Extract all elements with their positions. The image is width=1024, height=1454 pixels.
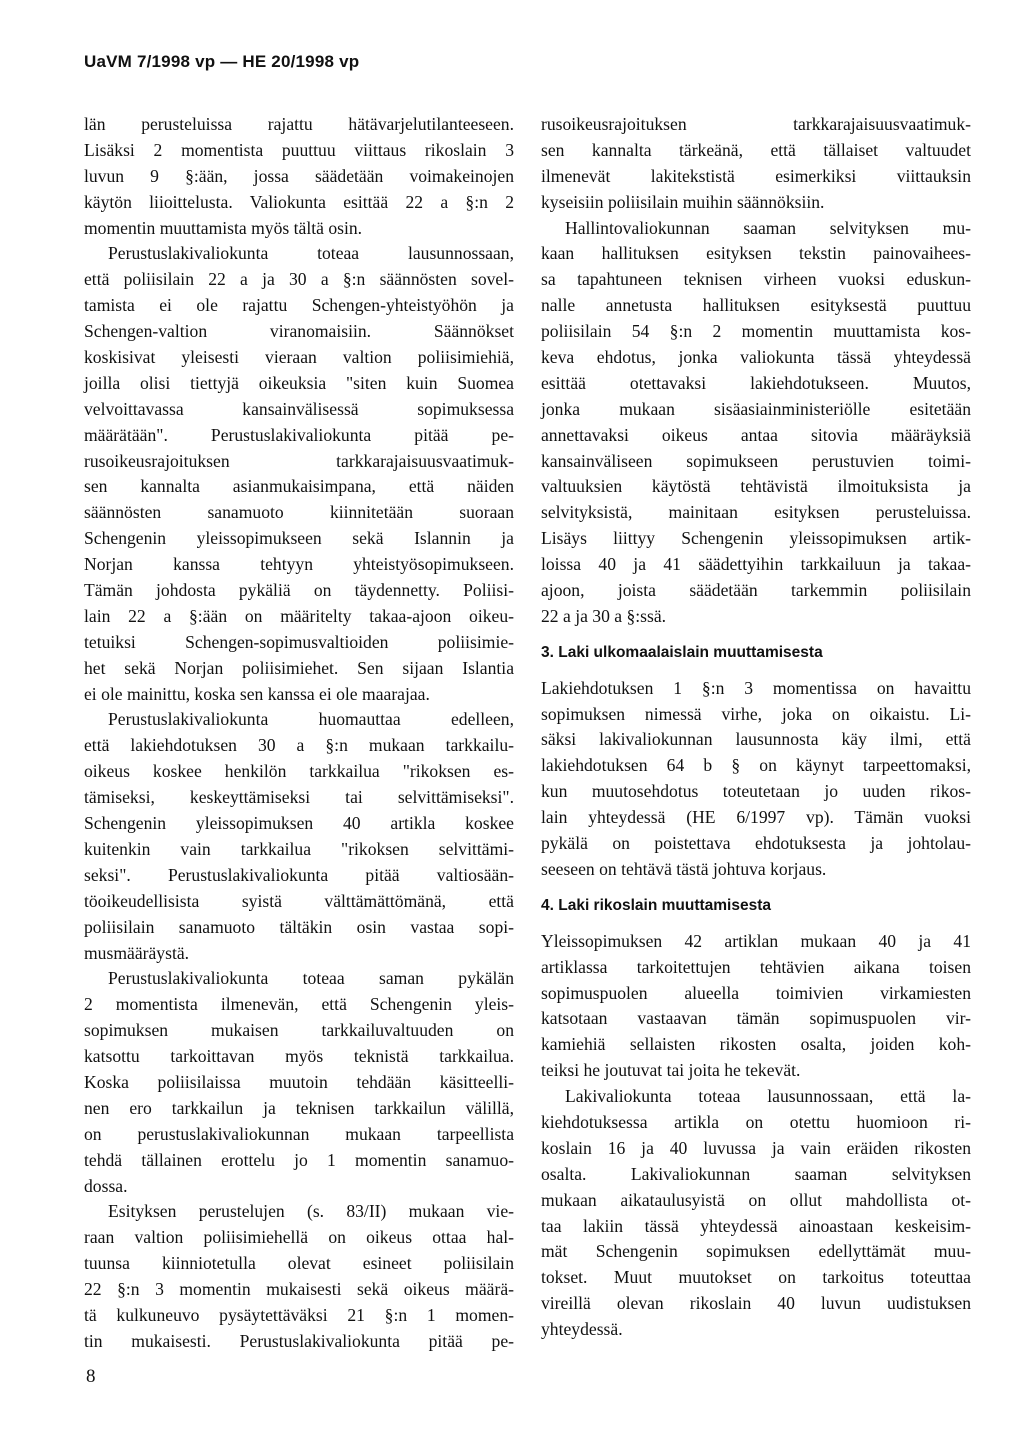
text-line: poliisilain sanamuoto tältäkin osin vastaa sopi- xyxy=(84,916,514,937)
text-line: käytön liioittelusta. Valiokunta esittää 22 a §:n 2 xyxy=(84,191,514,212)
text-line: Lisäys liittyy Schengenin yleissopimuksen artik- xyxy=(541,528,971,549)
text-line: luvun 9 §:ään, jossa säädetään voimakeinojen xyxy=(84,165,514,186)
text-line: poliisilain 54 §:n 2 momentin muuttamista kos- xyxy=(541,321,971,342)
text-line: yhteydessä. xyxy=(541,1319,623,1340)
text-line: Lakiehdotuksen 1 §:n 3 momentissa on havaittu xyxy=(541,677,971,698)
text-line: valtuuksien käytöstä tehtävistä ilmoituksista ja xyxy=(541,476,971,497)
text-line: mukaan aikataulusyistä on ollut mahdollista ot- xyxy=(541,1189,971,1210)
text-line: 22 a ja 30 a §:ssä. xyxy=(541,605,667,626)
text-line: nen ero tarkkailun ja teknisen tarkkailun välillä, xyxy=(84,1097,514,1118)
text-line: taa lakiin tässä yhteydessä ainoastaan keskeisim- xyxy=(541,1215,971,1236)
text-line: katsotaan vastaavan tämän sopimuspuolen vir- xyxy=(541,1008,971,1029)
text-line: sa tapahtuneen teknisen virheen vuoksi eduskun- xyxy=(541,269,971,290)
text-line: kansainväliseen sopimukseen perustuvien toimi- xyxy=(541,450,971,471)
text-line: Lisäksi 2 momentista puuttuu viittaus rikoslain 3 xyxy=(84,139,514,160)
text-line: tehdä tällainen erottelu jo 1 momentin sanamuo- xyxy=(84,1149,514,1170)
text-line: että lakiehdotuksen 30 a §:n mukaan tarkkailu- xyxy=(84,735,514,756)
text-line: sen kannalta tärkeänä, että tällaiset valtuudet xyxy=(541,139,971,160)
text-line: pykälä on poistettava ehdotuksesta ja johtolau- xyxy=(541,833,971,854)
text-line: loissa 40 ja 41 säädettyihin tarkkailuun ja takaa- xyxy=(541,554,971,575)
text-line: dossa. xyxy=(84,1175,128,1196)
text-line: mät Schengenin sopimuksen edellyttämät muu- xyxy=(541,1241,971,1262)
text-line: rusoikeusrajoituksen tarkkarajaisuusvaatimuk- xyxy=(541,114,971,134)
text-line: vireillä olevan rikoslain 40 luvun uudistuksen xyxy=(541,1293,971,1314)
text-line: tämiseksi, keskeyttämiseksi tai selvittämiseksi". xyxy=(84,787,514,808)
text-line: keva ehdotus, jonka valiokunta tässä yhteydessä xyxy=(541,347,971,368)
text-line: raan valtion poliisimiehellä on oikeus ottaa hal- xyxy=(84,1227,514,1248)
text-line: Esityksen perustelujen (s. 83/II) mukaan vie- xyxy=(108,1201,514,1222)
left-column xyxy=(84,112,514,1355)
text-line: lain yhteydessä (HE 6/1997 vp). Tämän vuoksi xyxy=(541,807,971,828)
text-line: 22 §:n 3 momentin mukaisesti sekä oikeus määrä- xyxy=(84,1279,514,1300)
text-line: rusoikeusrajoituksen tarkkarajaisuusvaatimuk- xyxy=(84,450,514,471)
text-line: tamista ei ole rajattu Schengen-yhteistyöhön ja xyxy=(84,295,514,316)
text-line: katsottu tarkoittavan myös teknistä tarkkailua. xyxy=(84,1046,514,1067)
text-line: sopimuspuolen alueella toimivien virkamiesten xyxy=(541,982,971,1003)
text-line: Koska poliisilaissa muutoin tehdään käsitteelli- xyxy=(84,1071,514,1092)
text-line: Perustuslakivaliokunta huomauttaa edelleen, xyxy=(108,709,514,730)
text-line: het sekä Norjan poliisimiehet. Sen sijaan Islantia xyxy=(84,657,514,678)
text-line: 2 momentista ilmenevän, että Schengenin yleis- xyxy=(84,994,514,1015)
text-line: Perustuslakivaliokunta toteaa saman pykälän xyxy=(108,968,514,989)
text-line: Perustuslakivaliokunta toteaa lausunnossaan, xyxy=(108,243,514,264)
text-line: Schengen-valtion viranomaisiin. Säännökset xyxy=(84,321,514,342)
text-line: seeseen on tehtävä tästä johtuva korjaus. xyxy=(541,858,827,879)
section-gap xyxy=(541,630,971,640)
page-number: 8 xyxy=(86,1366,96,1387)
text-line: velvoittavassa kansainvälisessä sopimuksessa xyxy=(84,398,514,419)
text-line: on perustuslakivaliokunnan mukaan tarpeellista xyxy=(84,1123,514,1144)
section-gap xyxy=(541,919,971,929)
section-heading: 3. Laki ulkomaalaislain muuttamisesta xyxy=(541,643,823,661)
text-line: esittää otettavaksi lakiehdotukseen. Muutos, xyxy=(541,372,971,393)
text-line: tokset. Muut muutokset on tarkoitus toteuttaa xyxy=(541,1267,971,1288)
text-line: artiklassa tarkoitettujen tehtävien aikana toisen xyxy=(541,956,971,977)
text-line: osalta. Lakivaliokunnan saaman selvityksen xyxy=(541,1163,971,1184)
text-line: Yleissopimuksen 42 artiklan mukaan 40 ja 41 xyxy=(541,930,971,951)
text-line: Schengenin yleissopimukseen sekä Islannin ja xyxy=(84,528,514,549)
text-line: ilmenevät lakitekstistä esimerkiksi viittauksin xyxy=(541,165,971,186)
text-line: Tämän johdosta pykäliä on täydennetty. Poliisi- xyxy=(84,580,514,601)
text-line: ajoon, joista säädetään tarkemmin poliisilain xyxy=(541,580,971,601)
text-line: kiehdotuksessa artikla on otettu huomioon ri- xyxy=(541,1111,971,1132)
text-line: nalle annetusta hallituksen esityksestä puuttuu xyxy=(541,295,971,316)
right-column xyxy=(541,112,971,1343)
text-line: tä kulkuneuvo pysäytettäväksi 21 §:n 1 momen- xyxy=(84,1304,514,1325)
text-line: ei ole mainittu, koska sen kanssa ei ole maarajaa. xyxy=(84,683,430,704)
text-line: kuitenkin vain tarkkailua "rikoksen selvittämi- xyxy=(84,838,514,859)
text-line: jonka mukaan sisäasiainministeriölle esitetään xyxy=(541,398,971,419)
text-line: lain 22 a §:ään on määritelty takaa-ajoon oikeu- xyxy=(84,605,514,626)
text-line: annettavaksi oikeus antaa sitovia määräyksiä xyxy=(541,424,971,445)
text-line: selvityksistä, mainitaan esityksen perusteluissa. xyxy=(541,502,971,523)
text-line: säksi lakivaliokunnan lausunnosta käy ilmi, että xyxy=(541,729,971,750)
text-line: Norjan kanssa tehtyyn yhteistyösopimukseen. xyxy=(84,554,514,575)
text-line: Hallintovaliokunnan saaman selvityksen mu- xyxy=(565,217,971,238)
text-line: tin mukaisesti. Perustuslakivaliokunta pitää pe- xyxy=(84,1330,514,1351)
text-line: säännösten sanamuoto kiinnitetään suoraan xyxy=(84,502,514,523)
text-line: sopimuksen mukaisen tarkkailuvaltuuden on xyxy=(84,1020,514,1041)
text-line: teiksi he joutuvat tai joita he tekevät. xyxy=(541,1060,801,1081)
text-line: musmääräystä. xyxy=(84,942,190,963)
running-header: UaVM 7/1998 vp — HE 20/1998 vp xyxy=(84,52,360,71)
text-line: län perusteluissa rajattu hätävarjelutilanteeseen. xyxy=(84,114,514,134)
text-line: momentin muuttamista myös tältä osin. xyxy=(84,217,363,238)
section-gap xyxy=(541,666,971,676)
text-line: Lakivaliokunta toteaa lausunnossaan, että la- xyxy=(565,1086,971,1107)
text-line: Schengenin yleissopimuksen 40 artikla koskee xyxy=(84,813,514,834)
text-line: oikeus koskee henkilön tarkkailua "rikoksen es- xyxy=(84,761,514,782)
text-line: kaan hallituksen esityksen tekstin painovaihees- xyxy=(541,243,971,264)
text-line: töoikeudellisista syistä välttämättömänä, että xyxy=(84,890,514,911)
text-line: kun muutosehdotus toteutetaan jo uuden rikos- xyxy=(541,781,971,802)
text-line: kyseisiin poliisilain muihin säännöksiin. xyxy=(541,191,825,212)
text-line: sopimuksen nimessä virhe, joka on oikaistu. Li- xyxy=(541,703,971,724)
text-line: koskisivat yleisesti vieraan valtion poliisimiehiä, xyxy=(84,347,514,368)
text-line: joilla olisi tiettyjä oikeuksia "siten kuin Suomea xyxy=(84,372,514,393)
text-line: tetuiksi Schengen-sopimusvaltioiden poliisimie- xyxy=(84,631,514,652)
text-line: kamiehiä sellaisten rikosten osalta, joiden koh- xyxy=(541,1034,971,1055)
text-line: että poliisilain 22 a ja 30 a §:n säännösten sovel- xyxy=(84,269,514,290)
text-line: tuunsa kiinniotetulla olevat esineet poliisilain xyxy=(84,1253,514,1274)
section-heading: 4. Laki rikoslain muuttamisesta xyxy=(541,896,772,914)
text-line: seksi". Perustuslakivaliokunta pitää valtiosään- xyxy=(84,864,514,885)
text-line: koslain 16 ja 40 luvussa ja vain eräiden rikosten xyxy=(541,1137,971,1158)
section-gap xyxy=(541,883,971,893)
text-line: lakiehdotuksen 64 b § on käynyt tarpeettomaksi, xyxy=(541,755,971,776)
text-line: määrätään". Perustuslakivaliokunta pitää pe- xyxy=(84,424,514,445)
text-line: sen kannalta asianmukaisimpana, että näiden xyxy=(84,476,514,497)
